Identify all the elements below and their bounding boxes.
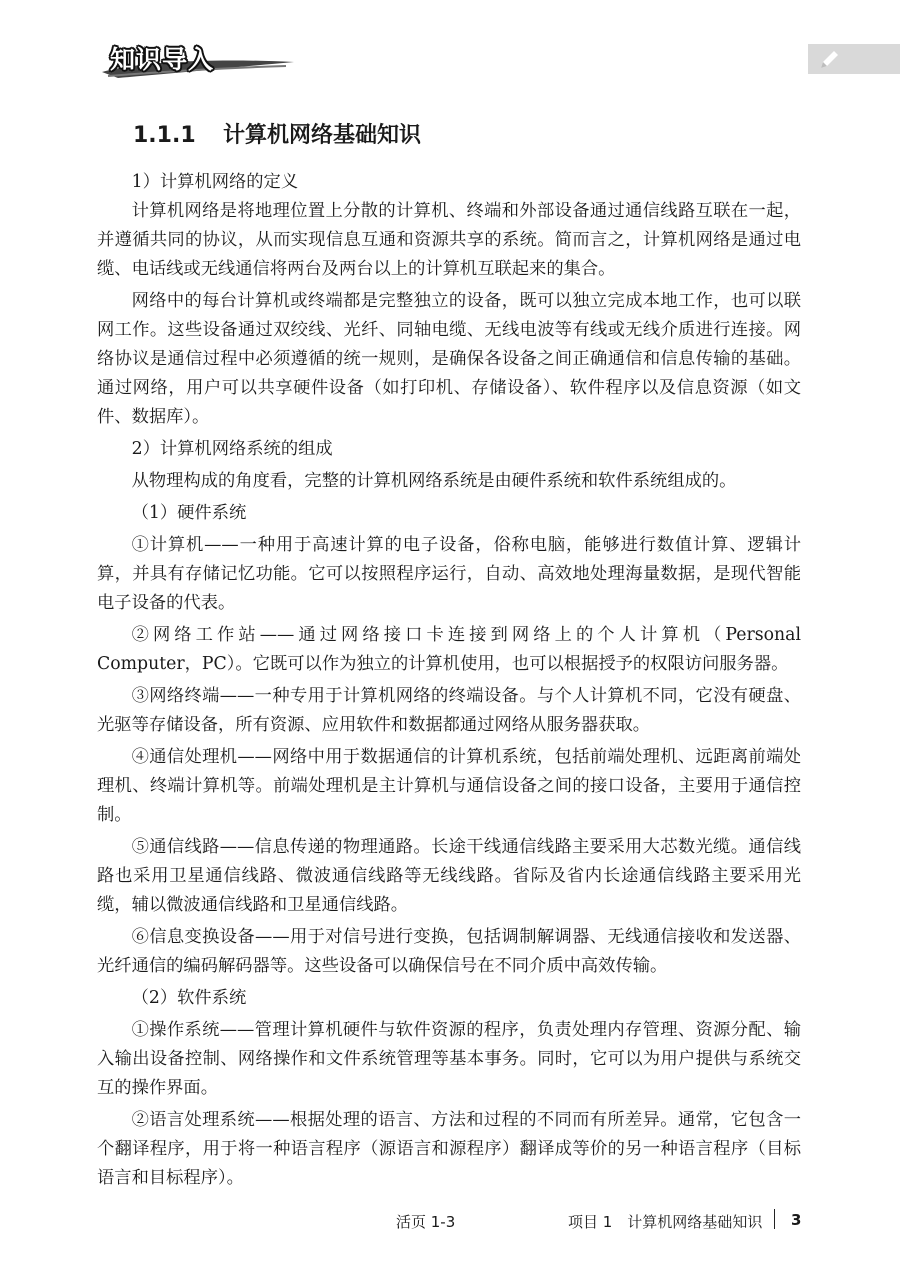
list-item: ⑥信息变换设备——用于对信号进行变换，包括调制解调器、无线通信接收和发送器、光纤通信的编码解码器等。这些设备可以确保信号在不同介质中高效传输。 <box>97 927 801 976</box>
footer-divider <box>774 1209 775 1229</box>
section-banner <box>98 32 298 84</box>
list-item: ④通信处理机——网络中用于数据通信的计算机系统，包括前端处理机、远距离前端处理机、终端计算机等。前端处理机是主计算机与通信设备之间的接口设备，主要用于通信控制。 <box>97 747 801 825</box>
list-item: ②语言处理系统——根据处理的语言、方法和过程的不同而有所差异。通常，它包含一个翻译程序，用于将一种语言程序（源语言和源程序）翻译成等价的另一种语言程序（目标语言和目标程序）。 <box>97 1110 801 1188</box>
list-item: ⑤通信线路——信息传递的物理通路。长途干线通信线路主要采用大芯数光缆。通信线路也采用卫星通信线路、微波通信线路等无线线路。省际及省内长途通信线路主要采用光缆，辅以微波通信线路和卫星通信线路。 <box>97 837 801 915</box>
paragraph: 网络中的每台计算机或终端都是完整独立的设备，既可以独立完成本地工作，也可以联网工作。这些设备通过双绞线、光纤、同轴电缆、无线电波等有线或无线介质进行连接。网络协议是通信过程中必须遵循的统一规则，是确保各设备之间正确通信和信息传输的基础。通过网络，用户可以共享硬件设备（如打印机、存储设备）、软件程序以及信息资源（如文件、数据库）。 <box>97 291 801 427</box>
list-item: ③网络终端——一种专用于计算机网络的终端设备。与个人计算机不同，它没有硬盘、光驱等存储设备，所有资源、应用软件和数据都通过网络从服务器获取。 <box>97 686 801 735</box>
subheading-definition: 1）计算机网络的定义 <box>131 172 299 192</box>
subheading-hardware: （1）硬件系统 <box>131 503 247 523</box>
section-title: 计算机网络基础知识 <box>223 123 422 148</box>
list-item: ①计算机——一种用于高速计算的电子设备，俗称电脑，能够进行数值计算、逻辑计算，并具有存储记忆功能。它可以按照程序运行，自动、高效地处理海量数据，是现代智能电子设备的代表。 <box>97 535 801 613</box>
paragraph: 从物理构成的角度看，完整的计算机网络系统是由硬件系统和软件系统组成的。 <box>131 471 737 491</box>
paragraph: 计算机网络是将地理位置上分散的计算机、终端和外部设备通过通信线路互联在一起，并遵循共同的协议，从而实现信息互通和资源共享的系统。简而言之，计算机网络是通过电缆、电话线或无线通信将两台及两台以上的计算机互联起来的集合。 <box>97 201 801 279</box>
list-item: ②网络工作站——通过网络接口卡连接到网络上的个人计算机（Personal Computer，PC）。它既可以作为独立的计算机使用，也可以根据授予的权限访问服务器。 <box>97 625 801 674</box>
list-item: ①操作系统——管理计算机硬件与软件资源的程序，负责处理内存管理、资源分配、输入输出设备控制、网络操作和文件系统管理等基本事务。同时，它可以为用户提供与系统交互的操作界面。 <box>97 1020 801 1098</box>
pencil-icon <box>816 47 842 73</box>
edit-tab[interactable] <box>808 44 900 74</box>
section-heading <box>133 118 421 149</box>
subheading-composition: 2）计算机网络系统的组成 <box>131 439 333 459</box>
project-title: 项目 1 计算机网络基础知识 <box>568 1213 763 1231</box>
page-footer <box>0 1211 900 1235</box>
body-text <box>97 168 801 1193</box>
activity-page-label: 活页 1-3 <box>396 1213 456 1231</box>
section-number: 1.1.1 <box>133 123 196 148</box>
subheading-software: （2）软件系统 <box>131 988 247 1008</box>
banner-title: 知识导入 <box>110 45 215 74</box>
page-number: 3 <box>791 1211 802 1229</box>
